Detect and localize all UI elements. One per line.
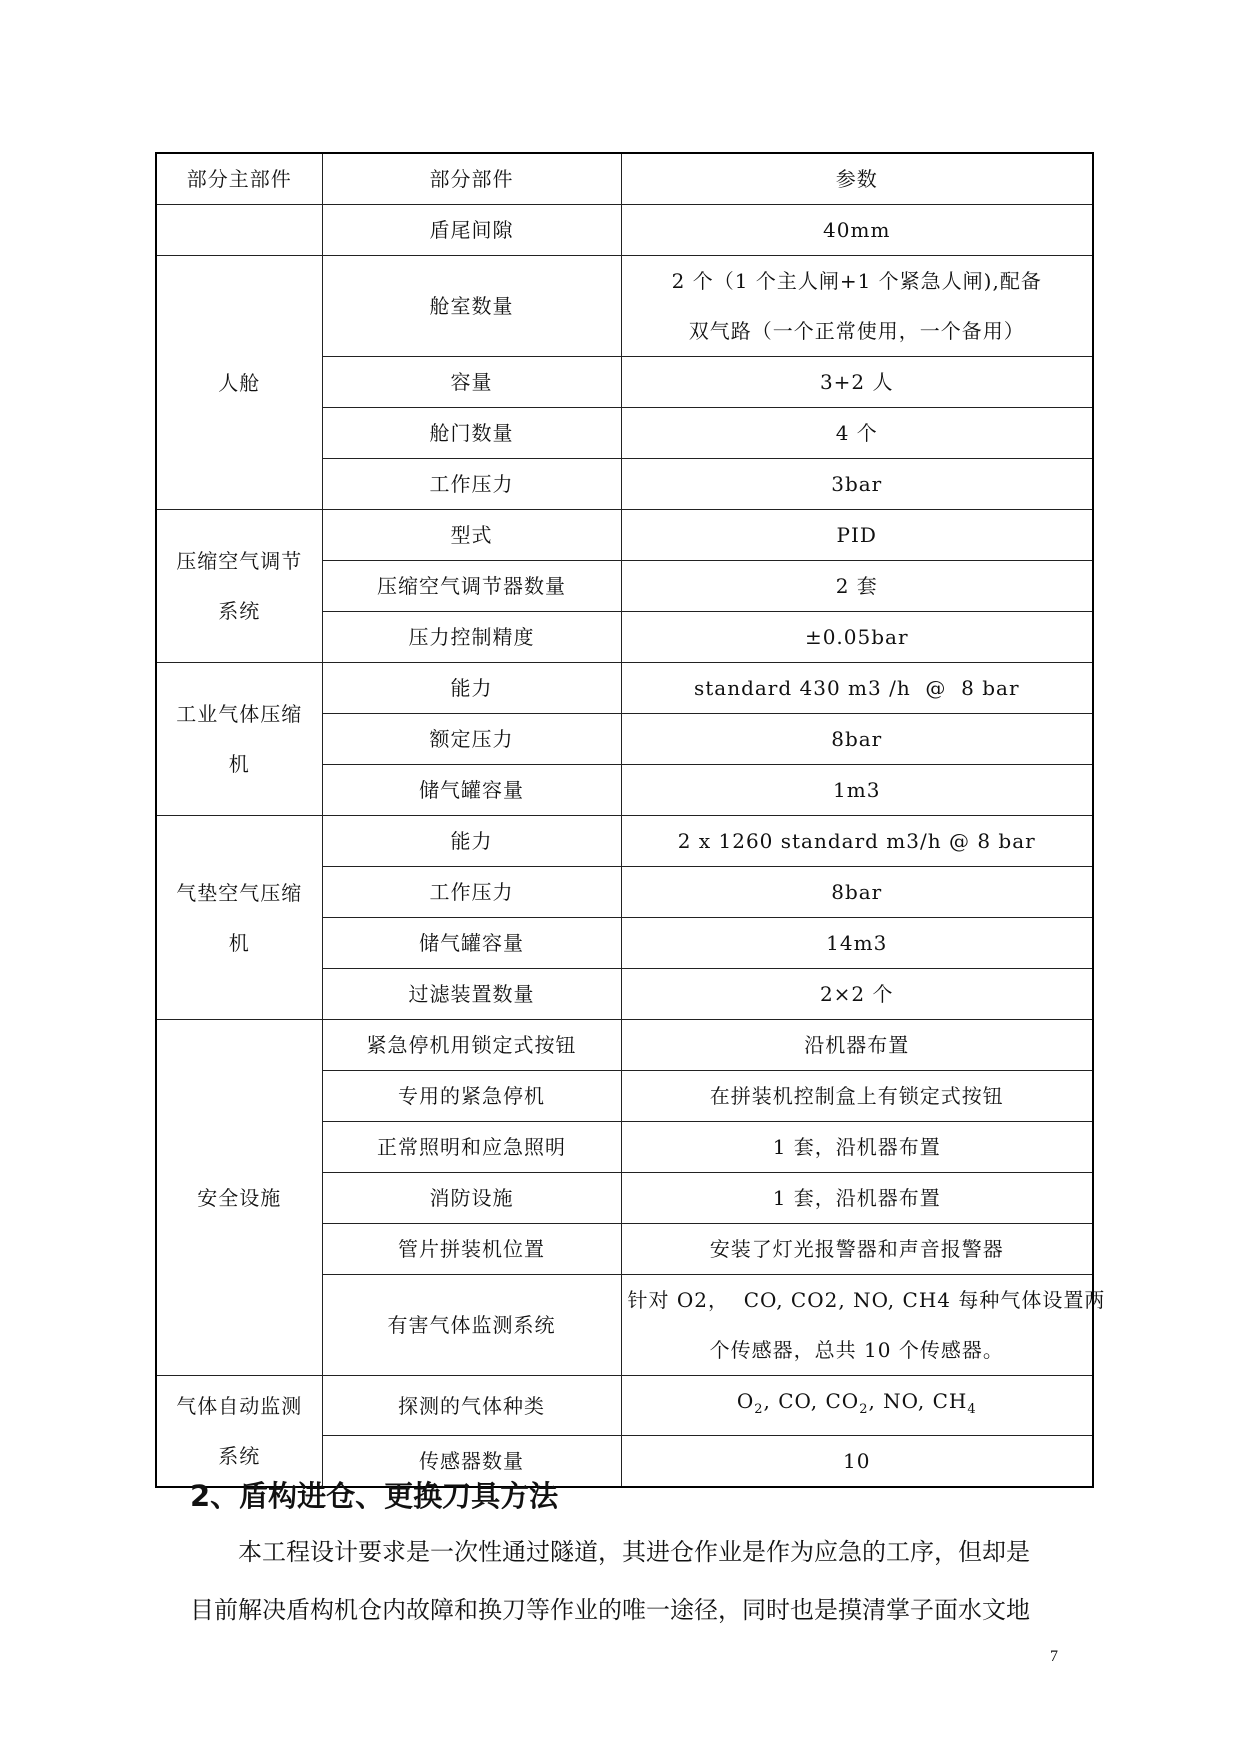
group-cell: [156, 663, 322, 816]
group-line: 工业气体压缩: [176, 702, 303, 726]
gas-text: , CO, CO: [763, 1389, 860, 1413]
group-line: 系统: [218, 599, 261, 623]
table-row: [156, 256, 1093, 357]
group-cell: 安全设施: [156, 1020, 322, 1376]
part-cell: 有害气体监测系统: [322, 1275, 621, 1376]
table-row: [156, 816, 1093, 867]
value-cell: 4 个: [621, 408, 1093, 459]
value-line: 双气路（一个正常使用，一个备用）: [688, 319, 1025, 343]
value-cell: [621, 1376, 1093, 1436]
value-cell: 2 套: [621, 561, 1093, 612]
group-line: 压缩空气调节: [176, 549, 303, 573]
part-cell: 压缩空气调节器数量: [322, 561, 621, 612]
part-cell: 消防设施: [322, 1173, 621, 1224]
part-cell: 工作压力: [322, 867, 621, 918]
group-cell-empty: [156, 205, 322, 256]
group-line: 机: [228, 930, 250, 955]
part-cell: 储气罐容量: [322, 918, 621, 969]
part-cell: 过滤装置数量: [322, 969, 621, 1020]
gas-text: , NO, CH: [868, 1389, 968, 1413]
group-cell: [156, 1376, 322, 1488]
gas-text: O: [736, 1389, 755, 1413]
gas-subscript: 2: [859, 1402, 869, 1417]
table-header-row: [156, 153, 1093, 205]
table-row: [156, 1376, 1093, 1436]
value-cell: 2×2 个: [621, 969, 1093, 1020]
part-cell: 工作压力: [322, 459, 621, 510]
value-cell: [621, 256, 1093, 357]
group-cell: [156, 510, 322, 663]
header-cell: 部分部件: [322, 153, 621, 205]
value-cell: 3+2 人: [621, 357, 1093, 408]
group-line: 气体自动监测: [176, 1394, 303, 1418]
part-cell: 传感器数量: [322, 1436, 621, 1488]
table-row: [156, 663, 1093, 714]
value-cell: PID: [621, 510, 1093, 561]
part-cell: 舱门数量: [322, 408, 621, 459]
value-cell: 40mm: [621, 205, 1093, 256]
part-cell: 能力: [322, 816, 621, 867]
gas-subscript: 4: [967, 1402, 977, 1417]
value-cell: 8bar: [621, 714, 1093, 765]
part-cell: 容量: [322, 357, 621, 408]
part-cell: 管片拼装机位置: [322, 1224, 621, 1275]
paragraph-line: 目前解决盾构机仓内故障和换刀等作业的唯一途径，同时也是摸清掌子面水文地: [190, 1596, 1030, 1624]
value-cell: 在拼装机控制盒上有锁定式按钮: [621, 1071, 1093, 1122]
value-cell: 1m3: [621, 765, 1093, 816]
part-cell: 紧急停机用锁定式按钮: [322, 1020, 621, 1071]
group-line: 系统: [218, 1444, 261, 1468]
part-cell: 型式: [322, 510, 621, 561]
value-cell: 8bar: [621, 867, 1093, 918]
value-line: 2 个（1 个主人闸+1 个紧急人闸),配备: [671, 269, 1042, 293]
value-cell: 安装了灯光报警器和声音报警器: [621, 1224, 1093, 1275]
gas-subscript: 2: [754, 1402, 764, 1417]
value-line: 个传感器，总共 10 个传感器。: [709, 1338, 1004, 1362]
value-line: 针对 O2， CO, CO2, NO, CH4 每种气体设置两: [627, 1288, 1106, 1312]
value-cell: 1 套，沿机器布置: [621, 1122, 1093, 1173]
part-cell: 储气罐容量: [322, 765, 621, 816]
value-cell: 2 x 1260 standard m3/h @ 8 bar: [621, 816, 1093, 867]
table-row: [156, 510, 1093, 561]
page-number: 7: [1050, 1648, 1058, 1665]
table-row: [156, 205, 1093, 256]
group-line: 机: [228, 752, 250, 776]
part-cell: 能力: [322, 663, 621, 714]
part-cell: 盾尾间隙: [322, 205, 621, 256]
value-cell: 1 套，沿机器布置: [621, 1173, 1093, 1224]
header-cell: 参数: [621, 153, 1093, 205]
table-row: [156, 1020, 1093, 1071]
value-cell: 3bar: [621, 459, 1093, 510]
spec-table: [155, 152, 1106, 1488]
value-cell: 沿机器布置: [621, 1020, 1093, 1071]
section-heading: 2、盾构进仓、更换刀具方法: [190, 1479, 559, 1513]
part-cell: 舱室数量: [322, 256, 621, 357]
part-cell: 额定压力: [322, 714, 621, 765]
part-cell: 正常照明和应急照明: [322, 1122, 621, 1173]
value-cell: 14m3: [621, 918, 1093, 969]
value-cell: standard 430 m3 /h @ 8 bar: [621, 663, 1093, 714]
part-cell: 探测的气体种类: [322, 1376, 621, 1436]
paragraph-line: 本工程设计要求是一次性通过隧道，其进仓作业是作为应急的工序，但却是: [238, 1538, 1030, 1566]
part-cell: 压力控制精度: [322, 612, 621, 663]
part-cell: 专用的紧急停机: [322, 1071, 621, 1122]
group-line: 气垫空气压缩: [176, 880, 303, 905]
value-cell: [621, 1275, 1106, 1376]
value-cell: ±0.05bar: [621, 612, 1093, 663]
group-cell: [156, 816, 322, 1020]
header-cell: 部分主部件: [156, 153, 322, 205]
group-cell: 人舱: [156, 256, 322, 510]
value-cell: 10: [621, 1436, 1093, 1488]
